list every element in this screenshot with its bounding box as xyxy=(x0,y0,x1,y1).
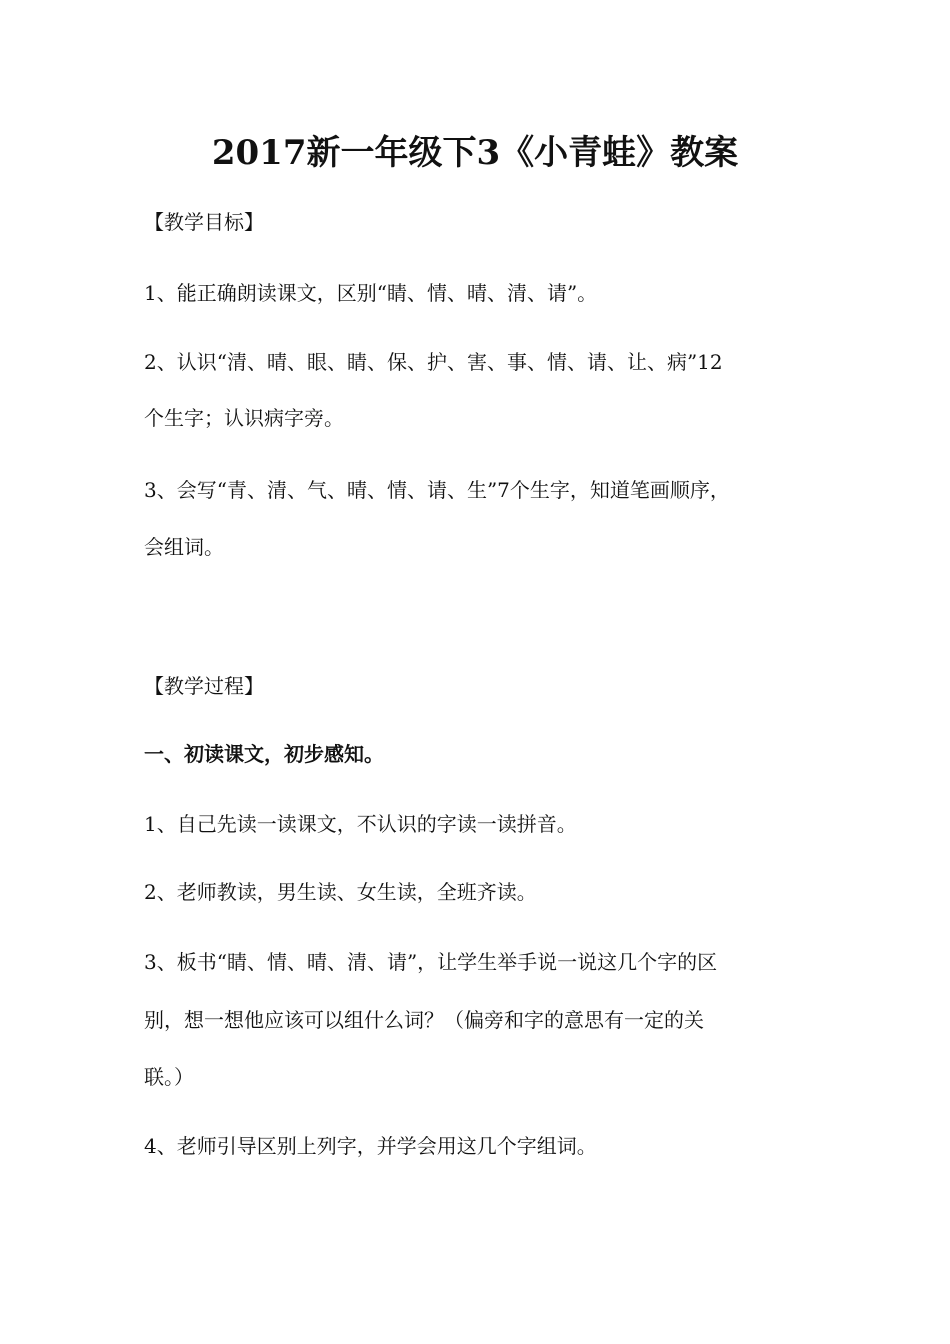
section-1-title: 一、初读课文，初步感知。 xyxy=(144,742,384,766)
goal-item-3-line-1: 3、会写“青、清、气、晴、情、请、生”7个生字，知道笔画顺序， xyxy=(144,478,730,502)
process-item-3-line-3: 联。） xyxy=(144,1065,194,1089)
document-title: 2017新一年级下3《小青蛙》教案 xyxy=(211,133,739,173)
goal-item-1: 1、能正确朗读课文，区别“睛、情、晴、清、请”。 xyxy=(144,281,598,305)
goals-heading: 【教学目标】 xyxy=(144,210,264,234)
process-item-3-line-2: 别，想一想他应该可以组什么词？（偏旁和字的意思有一定的关 xyxy=(144,1008,704,1032)
process-heading: 【教学过程】 xyxy=(144,674,264,698)
goal-item-3-line-2: 会组词。 xyxy=(144,535,224,559)
goal-item-2-line-2: 个生字；认识病字旁。 xyxy=(144,406,344,430)
process-item-4: 4、老师引导区别上列字，并学会用这几个字组词。 xyxy=(144,1134,597,1158)
process-item-2: 2、老师教读，男生读、女生读，全班齐读。 xyxy=(144,880,537,904)
process-item-3-line-1: 3、板书“睛、情、晴、清、请”，让学生举手说一说这几个字的区 xyxy=(144,950,718,974)
process-item-1: 1、自己先读一读课文，不认识的字读一读拼音。 xyxy=(144,812,577,836)
goal-item-2-line-1: 2、认识“清、晴、眼、睛、保、护、害、事、情、请、让、病”12 xyxy=(144,350,723,374)
